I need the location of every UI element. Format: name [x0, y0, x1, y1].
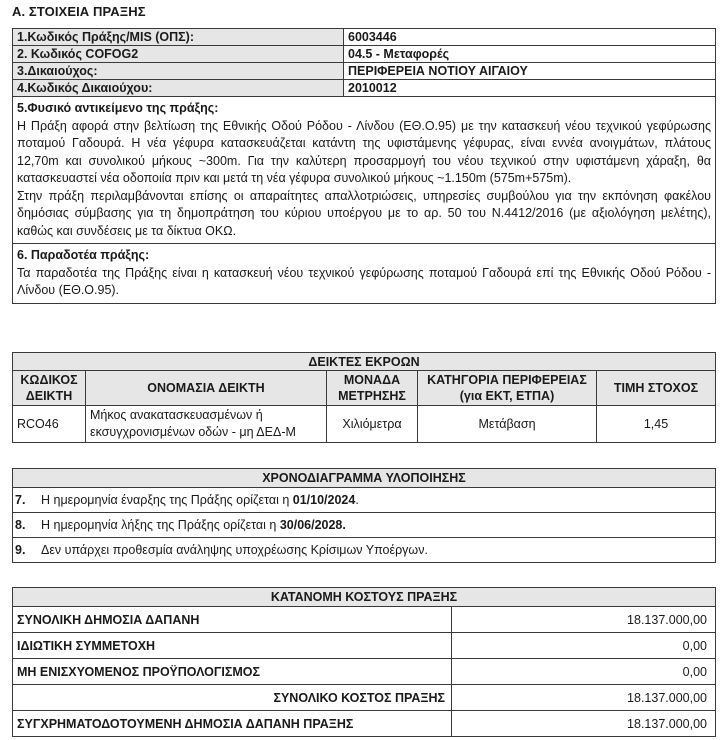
- cost-amount: 18.137.000,00: [452, 711, 716, 737]
- physical-object-paragraph-1: Η Πράξη αφορά στην βελτίωση της Εθνικής Οδού Ρόδου - Λίνδου (ΕΘ.Ο.95) με την κατασκευή νέου τεχνικού γεφύρωσης ποταμού Γαδουρά. Η νέα γέφυρα κατασκευάζεται κατάντη της υφιστάμενης γέφυρας, είναι εννέα ανοιγμάτων, πλάτους 12,70m και συνολικού μήκους ~300m. Για την καλύτερη προσαρμογή του νέου τεχνικού στην υφιστάμενη χάραξη, θα κατασκευαστεί νέα οδοποιία πριν και μετά τη νέα γέφυρα συνολικού μήκους ~1.150m (575m+575m).: [17, 118, 711, 185]
- item-tail: .: [355, 493, 359, 507]
- indicators-title: ΔΕΙΚΤΕΣ ΕΚΡΟΩΝ: [13, 353, 716, 371]
- section-title: Α. ΣΤΟΙΧΕΙΑ ΠΡΑΞΗΣ: [12, 4, 146, 19]
- list-item: [13, 538, 716, 563]
- indicator-code: RCO46: [13, 406, 86, 443]
- cost-title: ΚΑΤΑΝΟΜΗ ΚΟΣΤΟΥΣ ΠΡΑΞΗΣ: [13, 588, 716, 607]
- cost-amount: 18.137.000,00: [452, 607, 716, 633]
- table-row: [13, 711, 716, 737]
- table-row: [13, 659, 716, 685]
- item-number: 7.: [15, 493, 26, 507]
- table-row-total: [13, 685, 716, 711]
- deliverables-row: [13, 244, 716, 304]
- timeline-title: ΧΡΟΝΟΔΙΑΓΡΑΜΜΑ ΥΛΟΠΟΙΗΣΗΣ: [13, 469, 716, 488]
- info-value: 2010012: [344, 80, 716, 97]
- item-text: Δεν υπάρχει προθεσμία ανάληψης υποχρέωσης Κρίσιμων Υποέργων.: [41, 543, 428, 557]
- item-number: 9.: [15, 543, 26, 557]
- physical-object-row: [13, 97, 716, 244]
- indicator-target: 1,45: [597, 406, 716, 443]
- physical-object-cell: [13, 97, 716, 244]
- indicator-name: Μήκος ανακατασκευασμένων ή εκσυγχρονισμένων οδών - μη ΔΕΔ-Μ: [86, 406, 327, 443]
- column-header-code: ΚΩΔΙΚΟΣ ΔΕΙΚΤΗ: [13, 371, 86, 406]
- cost-label: ΙΔΙΩΤΙΚΗ ΣΥΜΜΕΤΟΧΗ: [13, 633, 452, 659]
- end-date: 30/06/2028.: [279, 518, 346, 532]
- physical-object-paragraph-2: Στην πράξη περιλαμβάνονται επίσης οι απαραίτητες απαλλοτριώσεις, υπηρεσίες συμβούλου για την εκπόνηση φακέλου δημόσιας σύμβασης για τη δημοπράτηση του κύριου υποέργου με το αρ. 50 του Ν.4412/2016 (με αξιολόγηση μελέτης), καθώς και συνδέσεις με τα δίκτυα ΟΚΩ.: [17, 188, 711, 238]
- cost-amount: 0,00: [452, 633, 716, 659]
- deliverables-text: Τα παραδοτέα της Πράξης είναι η κατασκευή νέου τεχνικού γεφύρωσης ποταμού Γαδουρά επί της Εθνικής Οδού Ρόδου - Λίνδου (ΕΘ.Ο.95).: [17, 265, 711, 297]
- cost-label: ΣΥΝΟΛΙΚΗ ΔΗΜΟΣΙΑ ΔΑΠΑΝΗ: [13, 607, 452, 633]
- info-row-beneficiary: [13, 63, 716, 80]
- column-header-name: ΟΝΟΜΑΣΙΑ ΔΕΙΚΤΗ: [86, 371, 327, 406]
- cost-allocation-table: [12, 587, 716, 737]
- info-label: 2. Κωδικός COFOG2: [13, 46, 344, 63]
- output-indicators-table: [12, 352, 716, 443]
- info-label: 3.Δικαιούχος:: [13, 63, 344, 80]
- cost-label-total: ΣΥΝΟΛΙΚΟ ΚΟΣΤΟΣ ΠΡΑΞΗΣ: [13, 685, 452, 711]
- timeline-table: [12, 468, 716, 563]
- physical-object-title: 5.Φυσικό αντικείμενο της πράξης:: [17, 101, 219, 115]
- info-row-beneficiary-code: [13, 80, 716, 97]
- item-text: Η ημερομηνία λήξης της Πράξης ορίζεται η: [41, 518, 280, 532]
- info-value: 6003446: [344, 29, 716, 46]
- cost-label: ΜΗ ΕΝΙΣΧΥΟΜΕΝΟΣ ΠΡΟΫΠΟΛΟΓΙΣΜΟΣ: [13, 659, 452, 685]
- indicators-header-row: [13, 371, 716, 406]
- info-row-cofog: [13, 46, 716, 63]
- item-text: Η ημερομηνία έναρξης της Πράξης ορίζεται η: [41, 493, 293, 507]
- indicator-unit: Χιλιόμετρα: [327, 406, 418, 443]
- item-number: 8.: [15, 518, 26, 532]
- cost-amount-total: 18.137.000,00: [452, 685, 716, 711]
- cost-amount: 0,00: [452, 659, 716, 685]
- deliverables-title: 6. Παραδοτέα πράξης:: [17, 248, 150, 262]
- deliverables-cell: [13, 244, 716, 304]
- indicator-category: Μετάβαση: [418, 406, 597, 443]
- start-date: 01/10/2024: [292, 493, 356, 507]
- info-label: 4.Κωδικός Δικαιούχου:: [13, 80, 344, 97]
- column-header-category: ΚΑΤΗΓΟΡΙΑ ΠΕΡΙΦΕΡΕΙΑΣ (για ΕΚΤ, ΕΤΠΑ): [418, 371, 597, 406]
- project-info-table: [12, 28, 716, 304]
- list-item: [13, 513, 716, 538]
- table-row: [13, 406, 716, 443]
- table-row: [13, 607, 716, 633]
- info-value: ΠΕΡΙΦΕΡΕΙΑ ΝΟΤΙΟΥ ΑΙΓΑΙΟΥ: [344, 63, 716, 80]
- list-item: [13, 488, 716, 513]
- info-label: 1.Κωδικός Πράξης/MIS (ΟΠΣ):: [13, 29, 344, 46]
- cost-label: ΣΥΓΧΡΗΜΑΤΟΔΟΤΟΥΜΕΝΗ ΔΗΜΟΣΙΑ ΔΑΠΑΝΗ ΠΡΑΞΗΣ: [13, 711, 452, 737]
- table-row: [13, 633, 716, 659]
- column-header-target: ΤΙΜΗ ΣΤΟΧΟΣ: [597, 371, 716, 406]
- info-row-mis: [13, 29, 716, 46]
- info-value: 04.5 - Μεταφορές: [344, 46, 716, 63]
- column-header-unit: ΜΟΝΑΔΑ ΜΕΤΡΗΣΗΣ: [327, 371, 418, 406]
